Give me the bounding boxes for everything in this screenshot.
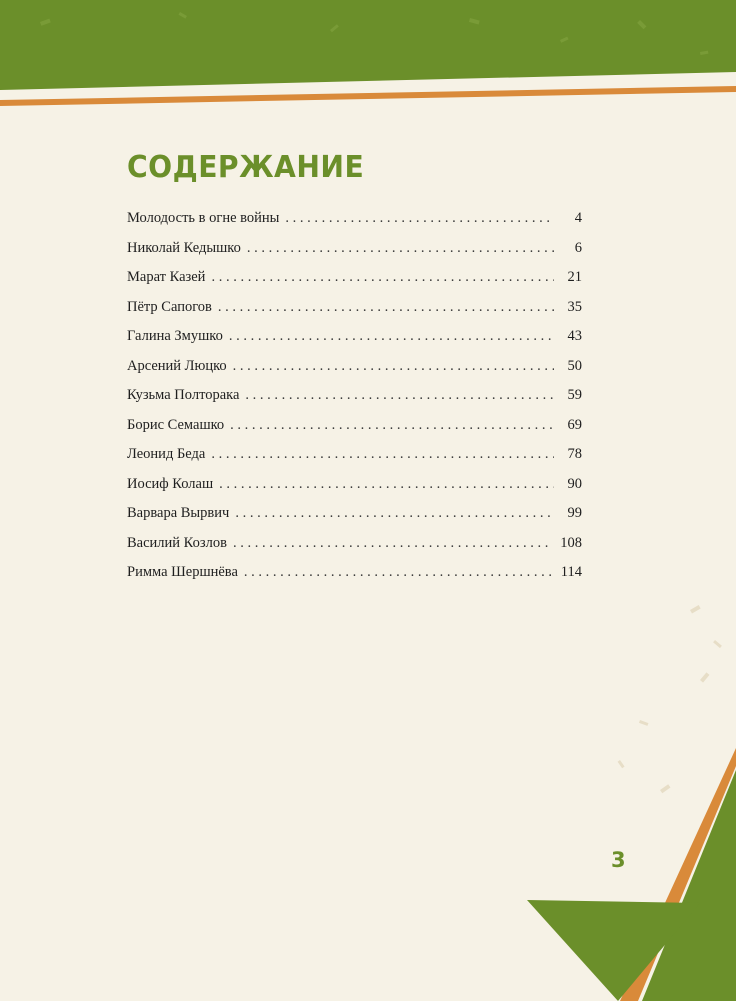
toc-entry[interactable] xyxy=(127,564,582,594)
toc-entry-page: 114 xyxy=(560,564,582,580)
toc-dot-leader xyxy=(245,387,554,404)
toc-entry[interactable] xyxy=(127,417,582,447)
top-green-band xyxy=(0,0,736,90)
toc-entry-title: Галина Змушко xyxy=(127,328,223,344)
toc-dot-leader xyxy=(211,269,554,286)
toc-dot-leader xyxy=(219,476,554,493)
table-of-contents xyxy=(127,210,582,594)
page-number: 3 xyxy=(611,848,626,872)
toc-entry[interactable] xyxy=(127,446,582,476)
toc-entry[interactable] xyxy=(127,299,582,329)
toc-entry[interactable] xyxy=(127,269,582,299)
toc-dot-leader xyxy=(247,240,554,257)
toc-entry[interactable] xyxy=(127,505,582,535)
toc-entry-title: Иосиф Колаш xyxy=(127,475,214,492)
toc-entry-title: Пётр Сапогов xyxy=(127,298,212,315)
toc-entry-page: 69 xyxy=(567,416,582,433)
toc-dot-leader xyxy=(233,535,552,552)
toc-dot-leader xyxy=(229,328,554,345)
toc-entry-title: Римма Шершнёва xyxy=(127,564,238,580)
toc-dot-leader xyxy=(233,358,554,375)
toc-entry-page: 59 xyxy=(567,387,582,403)
toc-entry-title: Василий Козлов xyxy=(127,534,227,551)
toc-entry-title: Варвара Вырвич xyxy=(127,505,230,521)
toc-dot-leader xyxy=(285,210,554,227)
toc-entry[interactable] xyxy=(127,328,582,358)
page-title: СОДЕРЖАНИЕ xyxy=(127,150,365,185)
toc-entry-page: 21 xyxy=(567,269,582,285)
toc-entry[interactable] xyxy=(127,535,582,565)
toc-entry-page: 108 xyxy=(560,534,582,551)
toc-entry-page: 78 xyxy=(567,446,582,462)
toc-entry-page: 35 xyxy=(567,298,582,315)
toc-entry[interactable] xyxy=(127,476,582,506)
toc-entry-page: 43 xyxy=(567,328,582,344)
toc-entry-title: Николай Кедышко xyxy=(127,239,241,256)
toc-dot-leader xyxy=(235,505,554,522)
toc-entry-title: Молодость в огне войны xyxy=(127,210,280,226)
toc-entry[interactable] xyxy=(127,240,582,270)
toc-dot-leader xyxy=(230,417,554,434)
toc-entry-title: Борис Семашко xyxy=(127,416,225,433)
toc-dot-leader xyxy=(211,446,554,463)
toc-entry[interactable] xyxy=(127,387,582,417)
toc-dot-leader xyxy=(218,299,554,316)
right-green-wedge xyxy=(642,770,736,1001)
toc-entry-page: 99 xyxy=(567,505,582,521)
toc-entry-page: 90 xyxy=(567,475,582,492)
right-confetti xyxy=(618,605,722,793)
toc-entry-page: 6 xyxy=(574,239,582,256)
toc-entry[interactable] xyxy=(127,210,582,240)
toc-entry-page: 50 xyxy=(567,357,582,374)
toc-entry-title: Леонид Беда xyxy=(127,446,206,462)
toc-entry-page: 4 xyxy=(574,210,582,226)
toc-entry[interactable] xyxy=(127,358,582,388)
toc-entry-title: Арсений Люцко xyxy=(127,357,227,374)
toc-entry-title: Кузьма Полторака xyxy=(127,387,240,403)
top-orange-stripe xyxy=(0,86,736,106)
toc-entry-title: Марат Казей xyxy=(127,269,206,285)
toc-dot-leader xyxy=(244,564,553,581)
